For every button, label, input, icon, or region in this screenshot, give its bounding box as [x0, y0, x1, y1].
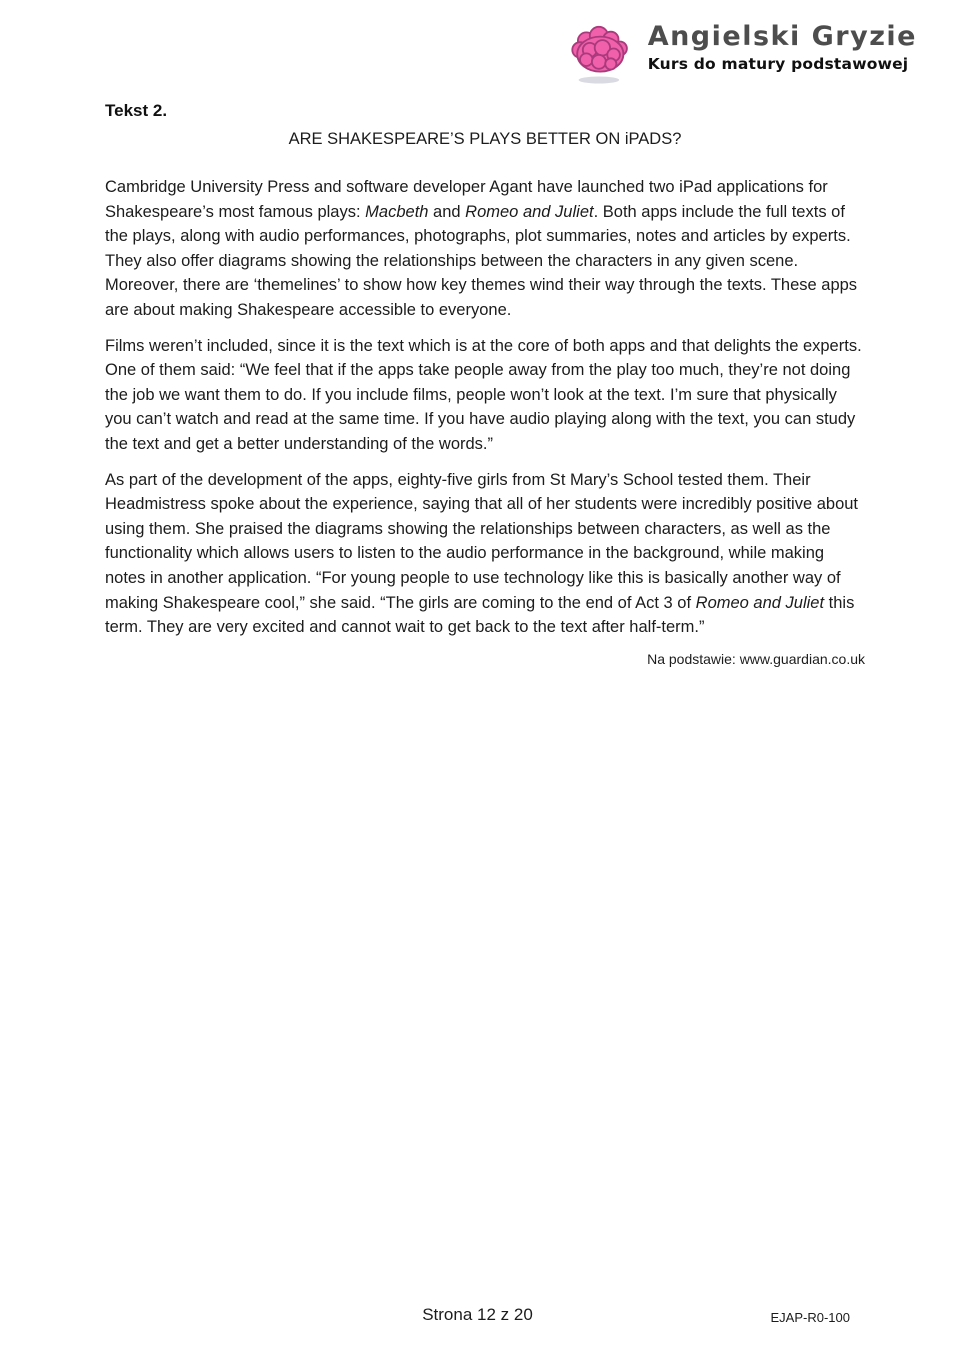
paragraph [105, 468, 865, 640]
paragraph [105, 175, 865, 323]
section-label: Tekst 2. [105, 101, 168, 120]
article-paragraphs [105, 175, 865, 640]
italic-text: Romeo and Juliet [695, 593, 825, 612]
article-title: ARE SHAKESPEARE’S PLAYS BETTER ON iPADS? [288, 130, 682, 148]
italic-text: Macbeth [365, 202, 429, 221]
page-number: Strona 12 z 20 [422, 1305, 533, 1324]
text-segment: and [428, 202, 466, 221]
exam-code: EJAP-R0-100 [770, 1310, 850, 1325]
text-segment: Cambridge University Press and software developer Agant have launched two iPad applications for Shakespeare’s most famous plays: [105, 178, 828, 221]
brain-icon [566, 18, 636, 86]
article [105, 101, 865, 667]
site-logo [566, 18, 917, 86]
paragraph [105, 334, 865, 457]
logo-text-block [648, 18, 917, 73]
brand-name: Angielski Gryzie [647, 21, 917, 52]
text-segment: this term. They are very excited and cannot wait to get back to the text after half-term.” [105, 593, 855, 637]
italic-text: Romeo and Juliet [465, 202, 594, 221]
source-attribution: Na podstawie: www.guardian.co.uk [647, 650, 865, 667]
brand-tagline: Kurs do matury podstawowej [647, 54, 909, 73]
text-segment: . Both apps include the full texts of the plays, along with audio performances, photographs, plot summaries, notes and articles by experts. They also offer diagrams showing the relationships between the characters in any given scene. Moreover, there are ‘themelines’ to show how key themes wind their way through the texts. These apps are about making Shakespeare accessible to everyone. [105, 202, 858, 319]
text-segment: Films weren’t included, since it is the text which is at the core of both apps and that delights the experts. One of them said: “We feel that if the apps take people away from the play too much, they’re not doing the job we want them to do. If you include films, people won’t look at the text. I’m sure that physically you can’t watch and read at the same time. If you have audio playing along with the text, you can study the text and get a better understanding of the words.” [105, 336, 862, 453]
text-segment: As part of the development of the apps, eighty-five girls from St Mary’s School tested them. Their Headmistress spoke about the experience, saying that all of her students were incredibly positive about using them. She praised the diagrams showing the relationships between characters, as well as the functionality which allows users to listen to the audio performance in the background, while making notes in another application. “For young people to use technology like this is basically another way of making Shakespeare cool,” she said. “The girls are coming to the end of Act 3 of [105, 470, 859, 612]
